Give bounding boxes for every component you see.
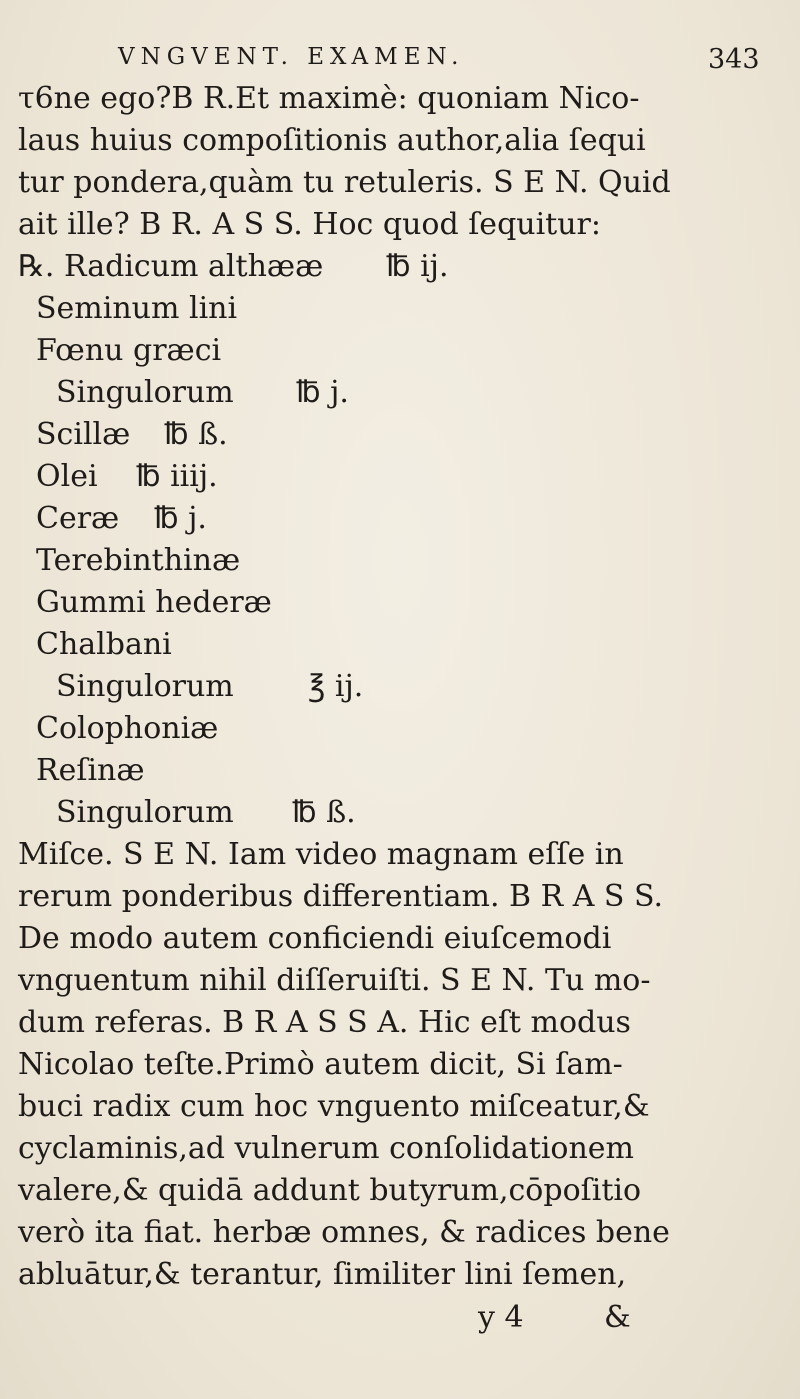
recipe-line — [36, 751, 145, 791]
text-line: rerum ponderibus differentiam. B R A S S. — [18, 879, 664, 914]
recipe-line — [18, 247, 449, 287]
recipe-quantity: ℔ j. — [154, 501, 207, 536]
recipe-quantity: ℥ ij. — [308, 669, 364, 704]
recipe-ingredient: Singulorum — [56, 375, 234, 410]
recipe-line — [36, 289, 237, 329]
recipe-quantity: ℔ ij. — [386, 249, 449, 284]
recipe-line — [56, 373, 349, 413]
recipe-ingredient: Terebinthinæ — [36, 543, 241, 578]
recipe-line — [36, 541, 240, 581]
recipe-line — [56, 793, 356, 833]
text-line: laus huius compoſitionis author,alia ſequi — [18, 123, 646, 158]
text-line: cyclaminis,ad vulnerum conſolidationem — [18, 1131, 634, 1166]
recipe-line — [36, 457, 218, 497]
recipe-ingredient: Olei — [36, 459, 98, 494]
catchword: & — [604, 1300, 631, 1335]
text-line: valere,& quidā addunt butyrum,cōpoſitio — [18, 1173, 642, 1208]
recipe-line — [36, 625, 172, 665]
recipe-ingredient: Colophoniæ — [36, 711, 219, 746]
text-line: tur pondera,quàm tu retuleris. S E N. Quid — [18, 165, 671, 200]
page-number: 343 — [708, 44, 760, 75]
text-line: vnguentum nihil diſſeruiſti. S E N. Tu mo- — [18, 963, 651, 998]
text-line: De modo autem conficiendi eiuſcemodi — [18, 921, 612, 956]
text-line: Miſce. S E N. Iam video magnam eſſe in — [18, 837, 624, 872]
recipe-line — [36, 583, 272, 623]
recipe-ingredient: Reſinæ — [36, 753, 145, 788]
text-line: verò ita fiat. herbæ omnes, & radices bene — [18, 1215, 670, 1250]
running-head: VNGVENT. EXAMEN. — [118, 44, 465, 70]
recipe-ingredient: Singulorum — [56, 669, 234, 704]
recipe-line — [36, 709, 218, 749]
recipe-quantity: ℔ ß. — [292, 795, 356, 830]
signature-mark: y 4 — [478, 1300, 524, 1335]
recipe-ingredient: ℞. Radicum althææ — [18, 249, 324, 284]
recipe-line — [36, 331, 221, 371]
text-line: ait ille? B R. A S S. Hoc quod ſequitur: — [18, 207, 602, 242]
recipe-ingredient: Gummi hederæ — [36, 585, 272, 620]
recipe-ingredient: Singulorum — [56, 795, 234, 830]
recipe-ingredient: Scillæ — [36, 417, 131, 452]
recipe-line — [36, 415, 228, 455]
text-line: Nicolao teſte.Primò autem dicit, Si ſam- — [18, 1047, 623, 1082]
recipe-line — [56, 667, 364, 707]
text-line: τ6ne ego?B R.Et maximè: quoniam Nico- — [18, 81, 640, 116]
text-line: abluātur,& terantur, ſimiliter lini ſemen, — [18, 1257, 627, 1292]
text-line: buci radix cum hoc vnguento miſceatur,& — [18, 1089, 650, 1124]
text-line: dum referas. B R A S S A. Hic eſt modus — [18, 1005, 631, 1040]
recipe-ingredient: Seminum lini — [36, 291, 238, 326]
recipe-ingredient: Chalbani — [36, 627, 172, 662]
recipe-quantity: ℔ j. — [296, 375, 349, 410]
recipe-line — [36, 499, 207, 539]
recipe-quantity: ℔ iiij. — [136, 459, 218, 494]
recipe-ingredient: Ceræ — [36, 501, 120, 536]
recipe-ingredient: Fœnu græci — [36, 333, 222, 368]
recipe-quantity: ℔ ß. — [164, 417, 228, 452]
